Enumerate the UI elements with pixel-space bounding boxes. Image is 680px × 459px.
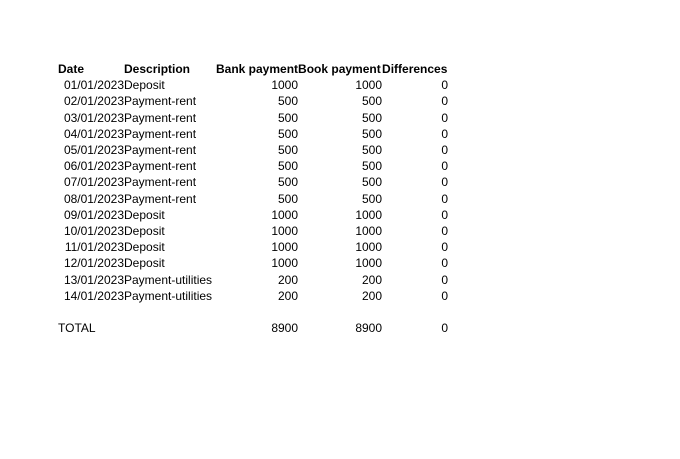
reconciliation-table [58,61,448,336]
cell-differences: 0 [441,143,449,158]
cell-differences: 0 [441,94,449,109]
cell-book-payment: 1000 [355,240,383,255]
header-book-payment: Book payment [298,62,381,77]
table-row [58,207,448,223]
cell-date: 12/01/2023 [63,256,124,271]
cell-date: 06/01/2023 [63,159,124,174]
cell-bank-payment: 1000 [271,240,299,255]
cell-bank-payment: 500 [278,191,299,206]
cell-differences: 0 [441,175,449,190]
cell-bank-payment: 200 [278,272,299,287]
cell-book-payment: 500 [362,159,383,174]
table-row [58,93,448,109]
cell-bank-payment: 1000 [271,78,299,93]
cell-book-payment: 200 [362,272,383,287]
header-date: Date [58,62,85,77]
cell-bank-payment: 500 [278,159,299,174]
cell-description: Payment-rent [124,191,197,206]
table-row [58,223,448,239]
table-body [58,77,448,304]
header-differences: Differences [382,62,448,77]
table-row [58,158,448,174]
table-row [58,255,448,271]
cell-differences: 0 [441,223,449,238]
cell-book-payment: 500 [362,175,383,190]
total-bank-payment: 8900 [271,321,299,336]
cell-date: 09/01/2023 [63,207,124,222]
cell-book-payment: 500 [362,191,383,206]
total-book-payment: 8900 [355,321,383,336]
cell-book-payment: 1000 [355,78,383,93]
table-row [58,271,448,287]
table-row [58,77,448,93]
cell-date: 13/01/2023 [63,272,124,287]
cell-description: Payment-utilities [124,272,213,287]
cell-date: 08/01/2023 [63,191,124,206]
cell-bank-payment: 1000 [271,256,299,271]
table-row [58,191,448,207]
cell-date: 02/01/2023 [63,94,124,109]
cell-description: Payment-rent [124,126,197,141]
cell-book-payment: 1000 [355,256,383,271]
cell-differences: 0 [441,78,449,93]
table-row [58,126,448,142]
cell-description: Deposit [124,256,165,271]
table-row [58,288,448,304]
cell-description: Deposit [124,78,165,93]
table-row [58,110,448,126]
cell-description: Deposit [124,240,165,255]
cell-bank-payment: 500 [278,110,299,125]
cell-description: Payment-rent [124,110,197,125]
cell-differences: 0 [441,256,449,271]
spacer-row [58,304,448,320]
cell-date: 05/01/2023 [63,143,124,158]
cell-differences: 0 [441,126,449,141]
cell-differences: 0 [441,110,449,125]
cell-differences: 0 [441,159,449,174]
cell-book-payment: 500 [362,143,383,158]
cell-bank-payment: 500 [278,175,299,190]
cell-description: Payment-utilities [124,288,213,303]
cell-bank-payment: 1000 [271,207,299,222]
cell-bank-payment: 200 [278,288,299,303]
cell-date: 14/01/2023 [63,288,124,303]
cell-date: 11/01/2023 [64,240,124,255]
cell-description: Payment-rent [124,175,197,190]
cell-book-payment: 200 [362,288,383,303]
total-label: TOTAL [58,321,96,336]
header-bank-payment: Bank payment [216,62,299,77]
cell-differences: 0 [441,207,449,222]
total-row [58,320,448,336]
cell-bank-payment: 500 [278,143,299,158]
cell-bank-payment: 1000 [271,223,299,238]
cell-date: 03/01/2023 [63,110,124,125]
cell-differences: 0 [441,272,449,287]
header-description: Description [124,62,191,77]
cell-date: 01/01/2023 [63,78,124,93]
header-row [58,61,448,77]
table-row [58,239,448,255]
table-row [58,174,448,190]
cell-book-payment: 1000 [355,223,383,238]
cell-description: Payment-rent [124,143,197,158]
total-description-cell [124,320,216,336]
cell-date: 07/01/2023 [63,175,124,190]
cell-description: Payment-rent [124,94,197,109]
total-differences: 0 [441,321,449,336]
cell-bank-payment: 500 [278,126,299,141]
cell-description: Payment-rent [124,159,197,174]
cell-date: 10/01/2023 [63,223,124,238]
cell-differences: 0 [441,240,449,255]
cell-date: 04/01/2023 [63,126,124,141]
cell-book-payment: 500 [362,110,383,125]
cell-differences: 0 [441,191,449,206]
cell-bank-payment: 500 [278,94,299,109]
cell-description: Deposit [124,207,165,222]
table-row [58,142,448,158]
cell-description: Deposit [124,223,165,238]
cell-book-payment: 500 [362,126,383,141]
cell-book-payment: 500 [362,94,383,109]
cell-differences: 0 [441,288,449,303]
cell-book-payment: 1000 [355,207,383,222]
